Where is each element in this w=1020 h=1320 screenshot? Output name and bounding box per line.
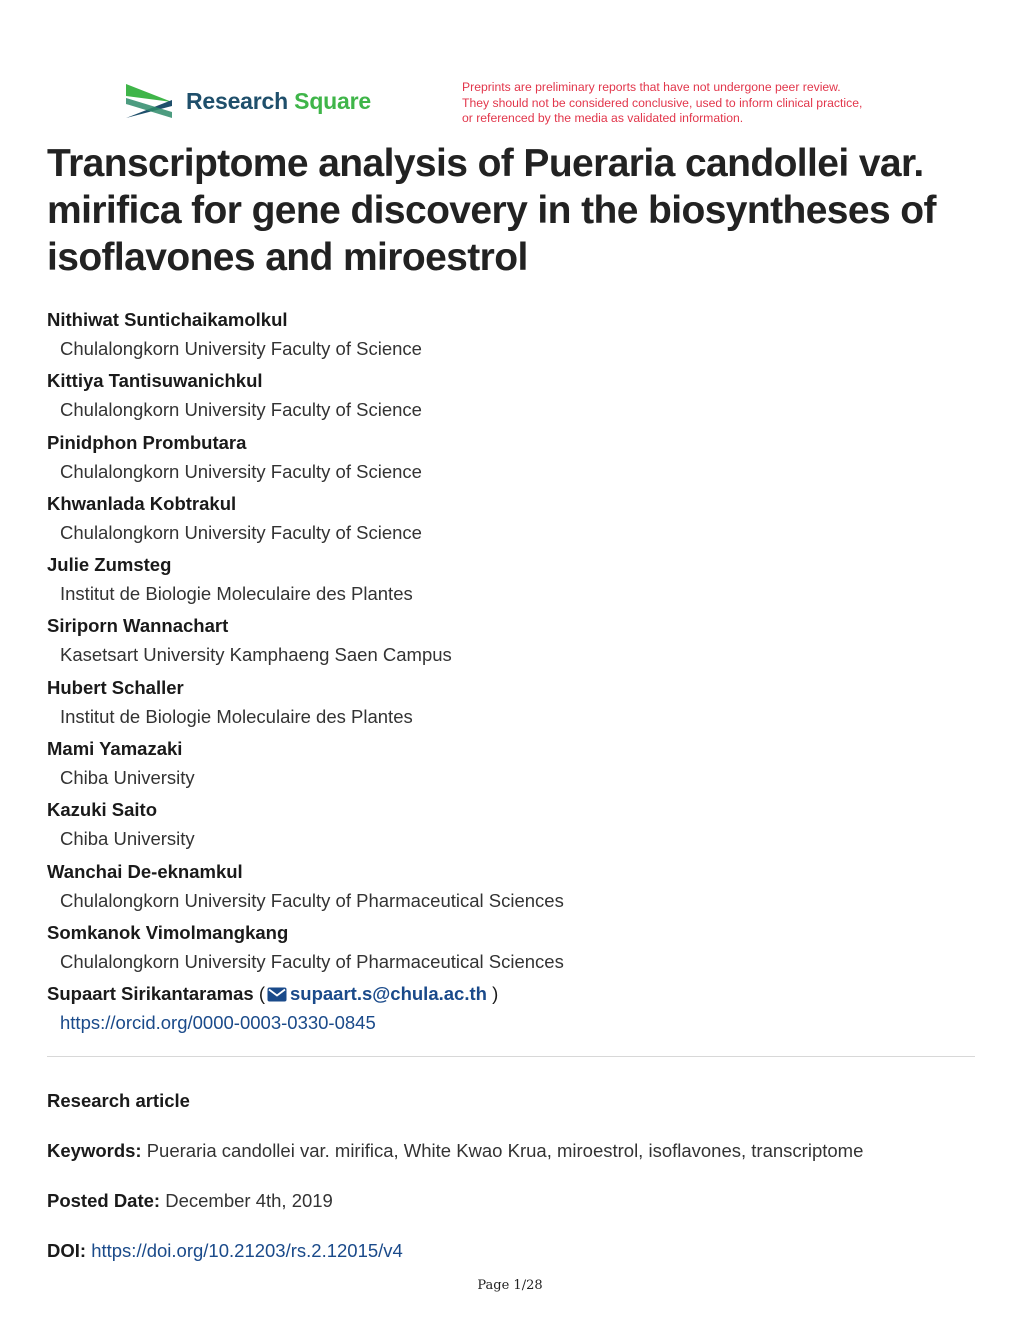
disclaimer-line: They should not be considered conclusive, used to inform clinical practice,: [462, 95, 863, 110]
posted-date-label: Posted Date:: [47, 1190, 161, 1211]
author-affiliation: Chulalongkorn University Faculty of Science: [60, 521, 422, 543]
orcid-line: [47, 1008, 977, 1038]
author-affiliation: Chulalongkorn University Faculty of Pharmaceutical Sciences: [60, 950, 564, 972]
research-square-logo-icon: [124, 82, 174, 120]
author-affiliation: Institut de Biologie Moleculaire des Plantes: [60, 705, 413, 727]
author-entry: [47, 735, 977, 796]
doi-label: DOI:: [47, 1240, 87, 1261]
author-affiliation: Chiba University: [60, 767, 195, 789]
author-entry: [47, 919, 977, 980]
keywords-label: Keywords:: [47, 1140, 142, 1161]
disclaimer-line: or referenced by the media as validated information.: [462, 111, 744, 125]
doi-line: [47, 1240, 403, 1262]
paper-title: Transcriptome analysis of Pueraria candollei var. mirifica for gene discovery in the biosyntheses of isoflavones and miroestrol: [47, 142, 936, 279]
author-entry: [47, 612, 977, 673]
author-affiliation: Institut de Biologie Moleculaire des Plantes: [60, 583, 413, 605]
logo-word-square: Square: [294, 87, 371, 114]
author-affiliation: Chulalongkorn University Faculty of Pharmaceutical Sciences: [60, 889, 564, 911]
page-number: Page 1/28: [477, 1278, 543, 1293]
logo-wordmark: [186, 88, 371, 115]
author-affiliation: Chulalongkorn University Faculty of Science: [60, 399, 422, 421]
author-email-link[interactable]: supaart.s@chula.ac.th: [290, 983, 487, 1005]
author-entry: [47, 674, 977, 735]
logo-word-research: Research: [186, 87, 288, 114]
orcid-link[interactable]: https://orcid.org/0000-0003-0330-0845: [60, 1012, 376, 1034]
posted-date-line: [47, 1190, 333, 1212]
author-entry: [47, 306, 977, 367]
author-name: Kittiya Tantisuwanichkul: [47, 370, 263, 392]
author-entry: [47, 796, 977, 857]
envelope-icon: [267, 987, 287, 1002]
author-name: Nithiwat Suntichaikamolkul: [47, 309, 288, 330]
author-name: Kazuki Saito: [47, 799, 157, 821]
preprint-disclaimer: [462, 80, 932, 127]
author-entry: [47, 429, 977, 490]
research-square-logo: [124, 82, 371, 120]
author-name: Wanchai De-eknamkul: [47, 860, 243, 882]
author-affiliation: Chulalongkorn University Faculty of Science: [60, 338, 422, 359]
author-name: Somkanok Vimolmangkang: [47, 921, 289, 943]
email-open-paren: (: [258, 983, 265, 1005]
author-name: Siriporn Wannachart: [47, 615, 229, 637]
author-list: [47, 306, 977, 1042]
doi-link[interactable]: https://doi.org/10.21203/rs.2.12015/v4: [91, 1240, 403, 1261]
disclaimer-line: Preprints are preliminary reports that have not undergone peer review.: [462, 80, 841, 94]
author-entry: [47, 551, 977, 612]
author-name: Pinidphon Prombutara: [47, 431, 247, 453]
article-type: Research article: [47, 1090, 190, 1111]
corresponding-author-name-line: [47, 980, 977, 1008]
author-name: Hubert Schaller: [47, 676, 184, 698]
author-entry: [47, 367, 977, 428]
author-name: Julie Zumsteg: [47, 554, 172, 576]
posted-date-value: December 4th, 2019: [165, 1190, 333, 1211]
email-close-paren: ): [492, 983, 499, 1005]
author-affiliation: Kasetsart University Kamphaeng Saen Campus: [60, 644, 452, 666]
author-name: Supaart Sirikantaramas: [47, 983, 254, 1005]
author-entry: [47, 858, 977, 919]
keywords-value: Pueraria candollei var. mirifica, White Kwao Krua, miroestrol, isoflavones, transcriptome: [146, 1140, 864, 1161]
author-affiliation: Chiba University: [60, 828, 195, 850]
author-name: Mami Yamazaki: [47, 738, 183, 760]
corresponding-author-entry: [47, 980, 977, 1041]
author-name: Khwanlada Kobtrakul: [47, 492, 237, 514]
author-entry: [47, 490, 977, 551]
section-divider: [47, 1056, 975, 1057]
author-affiliation: Chulalongkorn University Faculty of Science: [60, 460, 422, 482]
keywords-line: [47, 1140, 863, 1162]
